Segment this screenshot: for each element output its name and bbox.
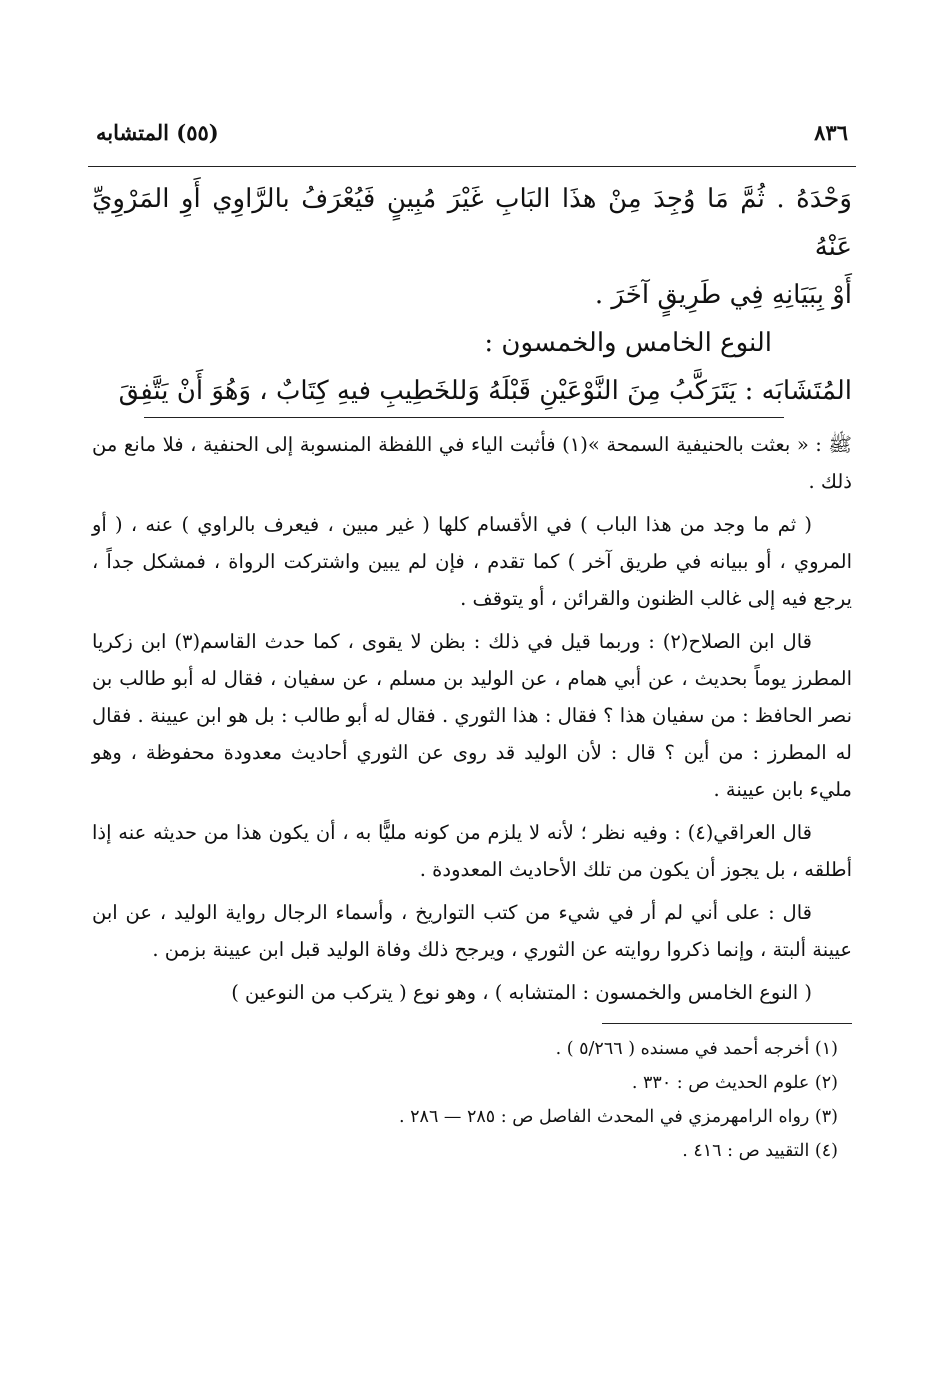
footnote-divider [602, 1023, 852, 1024]
footnote: (٤) التقييد ص : ٤١٦ . [682, 1141, 838, 1161]
page-number: ٨٣٦ [814, 120, 848, 145]
matn-line: المُتَشَابَه : يَتَرَكَّبُ مِنَ النَّوْعَيْنِ قَبْلَهُ وَللخَطِيبِ فيهِ كِتَابٌ ، وَهُوَ أَنْ يَتَّفِقَ [118, 376, 852, 406]
commentary-paragraph: قال : على أني لم أر في شيء من كتب التواريخ ، وأسماء الرجال رواية الوليد ، عن ابن عيينة ألبتة ، وإنما ذكروا روايته عن الثوري ، ويرجح ذلك وفاة الوليد قبل ابن عيينة بزمن . [92, 901, 852, 961]
matn-line: أَوْ بِبَيَانِهِ فِي طَرِيقٍ آخَرَ . [594, 280, 852, 310]
footnote: (٣) رواه الرامهرمزي في المحدث الفاصل ص : ٢٨٥ — ٢٨٦ . [399, 1107, 838, 1127]
footnote: (٢) علوم الحديث ص : ٣٣٠ . [631, 1073, 838, 1093]
commentary-text [88, 426, 856, 1011]
section-heading: النوع الخامس والخمسون : [484, 328, 772, 358]
matn-divider [144, 417, 784, 418]
matn-line: وَحْدَهُ . ثُمَّ مَا وُجِدَ مِنْ هذَا البَابِ غَيْرَ مُبِينٍ فَيُعْرَفُ بالرَّاوِي أَوِ المَرْوِيِّ عَنْهُ [92, 184, 852, 262]
commentary-paragraph: قال ابن الصلاح(٢) : وربما قيل في ذلك : بظن لا يقوى ، كما حدث القاسم(٣) ابن زكريا المطرز يوماً بحديث ، عن أبي همام ، عن الوليد بن مسلم ، عن سفيان ، فقال له أبو طالب بن نصر الحافظ : من سفيان هذا ؟ فقال : هذا الثوري . فقال له أبو طالب : بل هو ابن عيينة . فقال له المطرز : من أين ؟ قال : لأن الوليد قد روى عن الثوري أحاديث معدودة محفوظة ، وهو مليء بابن عيينة . [92, 630, 852, 801]
commentary-paragraph: قال العراقي(٤) : وفيه نظر ؛ لأنه لا يلزم من كونه مليًّا به ، أن يكون هذا من حديثه عنه إذا أطلقه ، بل يجوز أن يكون من تلك الأحاديث المعدودة . [92, 821, 852, 881]
book-page [88, 120, 856, 1168]
chapter-title: (٥٥) المتشابه [96, 120, 219, 145]
running-header [88, 120, 856, 167]
footnote: (١) أخرجه أحمد في مسنده ( ٥/٢٦٦ ) . [555, 1039, 838, 1059]
matn-text [88, 175, 856, 415]
commentary-paragraph: ( النوع الخامس والخمسون : المتشابه ) ، وهو نوع ( يتركب من النوعين ) [231, 981, 812, 1004]
footnotes [88, 1032, 856, 1168]
commentary-paragraph: ( ثم ما وجد من هذا الباب ) في الأقسام كلها ( غير مبين ، فيعرف بالراوي ) عنه ، ( أو المروي ، أو ببيانه في طريق آخر ) كما تقدم ، فإن لم يبين واشتركت الرواة ، فمشكل جداً ، يرجع فيه إلى غالب الظنون والقرائن ، أو يتوقف . [92, 513, 852, 610]
commentary-paragraph: ﷺ : « بعثت بالحنيفية السمحة »(١) فأثبت الياء في اللفظة المنسوبة إلى الحنفية ، فلا مانع من ذلك . [92, 433, 852, 493]
